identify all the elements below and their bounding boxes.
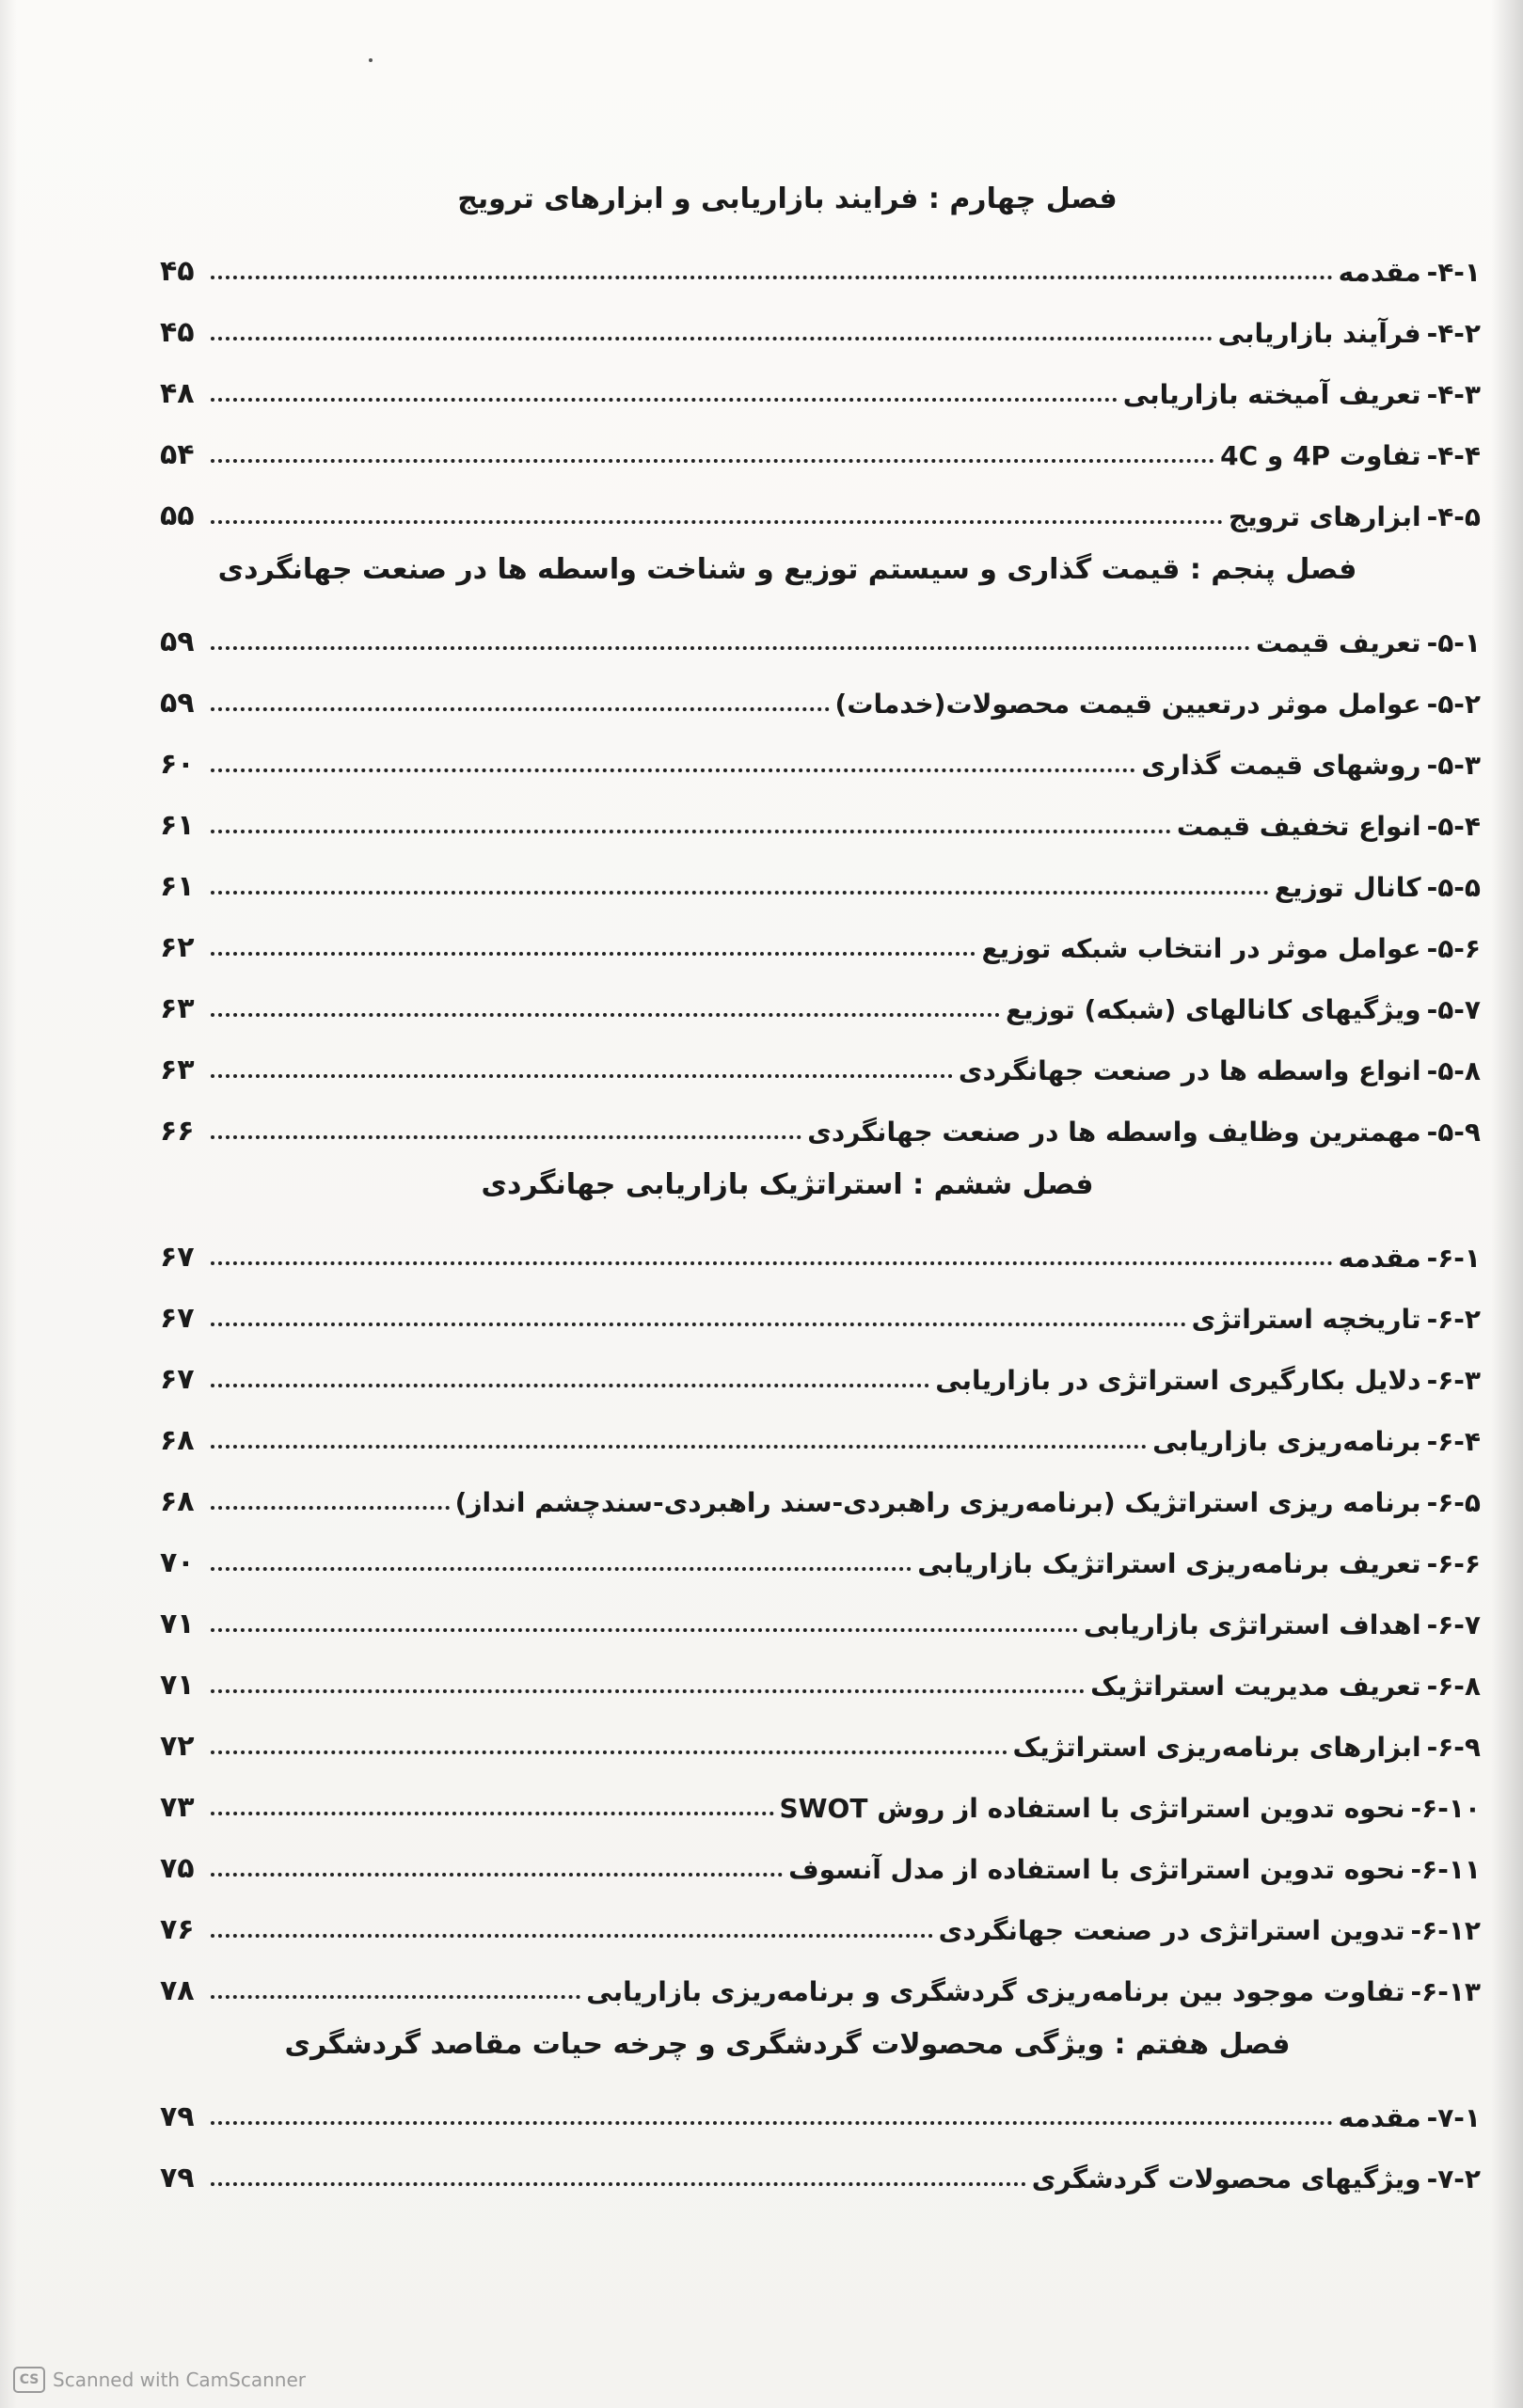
entry-title: مهمترین وظایف واسطه ها در صنعت جهانگردی — [807, 1117, 1421, 1148]
entry-page-number: ۶۷ — [160, 1363, 195, 1396]
toc-entry-6-5 — [160, 1473, 1481, 1518]
entry-number: ۶-۳- — [1426, 1365, 1481, 1396]
entry-number: ۵-۱- — [1426, 627, 1481, 658]
toc-entry-5-9 — [160, 1102, 1481, 1148]
entry-page-number: ۶۰ — [160, 748, 195, 781]
camscanner-logo-icon: CS — [13, 2367, 45, 2393]
entry-number: ۶-۴- — [1426, 1426, 1481, 1457]
dot-leader — [211, 2182, 1026, 2186]
entry-title: ویژگیهای محصولات گردشگری — [1031, 2163, 1421, 2194]
toc-entry-6-13 — [160, 1962, 1481, 2007]
toc-entry-6-12 — [160, 1901, 1481, 1946]
entry-page-number: ۷۱ — [160, 1608, 195, 1640]
entry-title: مقدمه — [1338, 257, 1421, 288]
toc-entry-5-4 — [160, 797, 1481, 842]
toc-entry-5-3 — [160, 736, 1481, 781]
dot-leader — [211, 1261, 1333, 1265]
dot-leader — [211, 1013, 1000, 1017]
entry-title: انواع تخفیف قیمت — [1176, 811, 1421, 842]
chapter-7-heading: فصل هفتم : ویژگی محصولات گردشگری و چرخه حیات مقاصد گردشگری — [284, 2028, 1291, 2061]
entry-page-number: ۷۵ — [160, 1852, 195, 1885]
entry-title: تعریف برنامه‌ریزی استراتژیک بازاریابی — [917, 1548, 1421, 1579]
chapter-5-heading: فصل پنجم : قیمت گذاری و سیستم توزیع و شناخت واسطه ها در صنعت جهانگردی — [217, 553, 1357, 586]
entry-number: ۴-۵- — [1426, 501, 1481, 532]
toc-entry-4-1 — [160, 243, 1481, 288]
dot-leader — [211, 646, 1250, 650]
entry-page-number: ۷۰ — [160, 1546, 195, 1579]
entry-page-number: ۷۳ — [160, 1791, 195, 1824]
entry-title: عوامل موثر درتعیین قیمت محصولات(خدمات) — [834, 689, 1421, 720]
dot-leader — [211, 1934, 933, 1938]
dot-leader — [211, 459, 1214, 463]
entry-number: ۴-۳- — [1426, 379, 1481, 410]
entry-number: ۶-۷- — [1426, 1609, 1481, 1640]
left-page-edge — [0, 0, 17, 2408]
entry-number: ۴-۱- — [1426, 257, 1481, 288]
entry-page-number: ۶۷ — [160, 1302, 195, 1335]
toc-entry-7-1 — [160, 2088, 1481, 2133]
dot-leader — [211, 1384, 929, 1387]
entry-number: ۷-۲- — [1426, 2163, 1481, 2194]
entry-title: مقدمه — [1338, 1243, 1421, 1274]
dot-leader — [211, 1689, 1085, 1693]
dot-leader — [211, 1628, 1078, 1632]
entry-page-number: ۶۷ — [160, 1241, 195, 1274]
entry-page-number: ۴۵ — [160, 255, 195, 288]
entry-page-number: ۶۱ — [160, 809, 195, 842]
entry-title: تاریخچه استراتژی — [1191, 1304, 1421, 1335]
toc-entry-4-4 — [160, 426, 1481, 471]
toc-entry-6-3 — [160, 1351, 1481, 1396]
entry-page-number: ۷۶ — [160, 1913, 195, 1946]
entry-title: برنامه ریزی استراتژیک (برنامه‌ریزی راهبردی-سند راهبردی-سندچشم انداز) — [454, 1487, 1421, 1518]
entry-page-number: ۶۳ — [160, 1054, 195, 1086]
entry-title: تعریف قیمت — [1256, 627, 1421, 658]
entry-page-number: ۶۶ — [160, 1115, 195, 1148]
toc-entry-4-2 — [160, 304, 1481, 349]
dot-leader — [211, 1506, 450, 1510]
entry-page-number: ۷۹ — [160, 2162, 195, 2194]
toc-entry-6-6 — [160, 1534, 1481, 1579]
chapter-6-heading: فصل ششم : استراتژیک بازاریابی جهانگردی — [481, 1168, 1094, 1201]
dot-leader — [211, 1323, 1186, 1326]
entry-title: دلایل بکارگیری استراتژی در بازاریابی — [935, 1365, 1421, 1396]
dot-leader — [211, 768, 1135, 772]
entry-number: ۶-۱۰- — [1410, 1793, 1481, 1824]
entry-number: ۶-۲- — [1426, 1304, 1481, 1335]
toc-entry-7-2 — [160, 2149, 1481, 2194]
entry-page-number: ۷۸ — [160, 1974, 195, 2007]
dot-leader — [211, 1751, 1007, 1754]
entry-title: تفاوت 4P و 4C — [1220, 440, 1421, 471]
dot-leader — [211, 1567, 912, 1571]
toc-entry-4-3 — [160, 365, 1481, 410]
entry-number: ۵-۹- — [1426, 1117, 1481, 1148]
entry-page-number: ۷۹ — [160, 2100, 195, 2133]
watermark-text: Scanned with CamScanner — [53, 2368, 306, 2391]
entry-page-number: ۵۹ — [160, 626, 195, 658]
dot-leader — [211, 952, 976, 956]
entry-number: ۵-۴- — [1426, 811, 1481, 842]
entry-page-number: ۵۹ — [160, 687, 195, 720]
toc-entry-6-2 — [160, 1290, 1481, 1335]
scan-speck — [369, 58, 373, 62]
dot-leader — [211, 337, 1213, 341]
toc-entry-5-5 — [160, 858, 1481, 903]
entry-number: ۵-۲- — [1426, 689, 1481, 720]
entry-title: فرآیند بازاریابی — [1217, 318, 1421, 349]
entry-title: انواع واسطه ها در صنعت جهانگردی — [958, 1055, 1421, 1086]
entry-number: ۶-۱- — [1426, 1243, 1481, 1274]
entry-number: ۶-۱۲- — [1410, 1915, 1481, 1946]
dot-leader — [211, 707, 830, 711]
entry-number: ۶-۱۳- — [1410, 1976, 1481, 2007]
dot-leader — [211, 830, 1171, 833]
toc-entry-6-11 — [160, 1840, 1481, 1885]
toc-entry-5-8 — [160, 1041, 1481, 1086]
entry-page-number: ۴۵ — [160, 316, 195, 349]
entry-number: ۵-۶- — [1426, 933, 1481, 964]
toc-entry-6-4 — [160, 1412, 1481, 1457]
entry-page-number: ۶۸ — [160, 1485, 195, 1518]
entry-page-number: ۵۴ — [160, 438, 195, 471]
toc-entry-6-10 — [160, 1779, 1481, 1824]
toc-entry-4-5 — [160, 487, 1481, 532]
table-of-contents — [160, 171, 1481, 2241]
entry-page-number: ۶۲ — [160, 931, 195, 964]
dot-leader — [211, 1135, 801, 1139]
entry-title: برنامه‌ریزی بازاریابی — [1152, 1426, 1421, 1457]
scanner-watermark — [13, 2367, 306, 2393]
right-page-edge — [1491, 0, 1523, 2408]
entry-page-number: ۵۵ — [160, 499, 195, 532]
entry-number: ۴-۴- — [1426, 440, 1481, 471]
entry-number: ۵-۷- — [1426, 994, 1481, 1025]
toc-entry-5-6 — [160, 919, 1481, 964]
dot-leader — [211, 1445, 1147, 1449]
dot-leader — [211, 891, 1269, 895]
entry-title: تعریف آمیخته بازاریابی — [1122, 379, 1421, 410]
entry-title: اهداف استراتژی بازاریابی — [1083, 1609, 1421, 1640]
entry-title: نحوه تدوین استراتژی با استفاده از روش SWOT — [779, 1793, 1405, 1824]
toc-entry-6-9 — [160, 1718, 1481, 1763]
entry-number: ۵-۵- — [1426, 872, 1481, 903]
dot-leader — [211, 1074, 953, 1078]
entry-number: ۷-۱- — [1426, 2102, 1481, 2133]
entry-title: ویژگیهای کانالهای (شبکه) توزیع — [1005, 994, 1421, 1025]
entry-title: روشهای قیمت گذاری — [1141, 750, 1421, 781]
entry-title: کانال توزیع — [1274, 872, 1421, 903]
entry-title: ابزارهای ترویج — [1228, 501, 1421, 532]
dot-leader — [211, 1995, 580, 1999]
toc-entry-6-1 — [160, 1228, 1481, 1274]
dot-leader — [211, 398, 1118, 402]
entry-page-number: ۶۳ — [160, 992, 195, 1025]
entry-title: نحوه تدوین استراتژی با استفاده از مدل آنسوف — [788, 1854, 1405, 1885]
dot-leader — [211, 2121, 1333, 2125]
entry-number: ۵-۳- — [1426, 750, 1481, 781]
entry-number: ۶-۱۱- — [1410, 1854, 1481, 1885]
chapter-4-heading: فصل چهارم : فرایند بازاریابی و ابزارهای ترویج — [457, 182, 1118, 215]
entry-number: ۶-۸- — [1426, 1671, 1481, 1702]
entry-page-number: ۶۸ — [160, 1424, 195, 1457]
entry-title: تعریف مدیریت استراتژیک — [1090, 1671, 1421, 1702]
entry-title: عوامل موثر در انتخاب شبکه توزیع — [981, 933, 1421, 964]
entry-number: ۴-۲- — [1426, 318, 1481, 349]
entry-page-number: ۶۱ — [160, 870, 195, 903]
toc-entry-5-2 — [160, 674, 1481, 720]
toc-entry-5-1 — [160, 613, 1481, 658]
entry-title: تفاوت موجود بین برنامه‌ریزی گردشگری و برنامه‌ریزی بازاریابی — [586, 1976, 1405, 2007]
entry-number: ۶-۶- — [1426, 1548, 1481, 1579]
toc-entry-5-7 — [160, 980, 1481, 1025]
dot-leader — [211, 1812, 774, 1815]
entry-number: ۶-۵- — [1426, 1487, 1481, 1518]
dot-leader — [211, 276, 1333, 279]
entry-page-number: ۷۱ — [160, 1669, 195, 1702]
entry-page-number: ۴۸ — [160, 377, 195, 410]
dot-leader — [211, 520, 1223, 524]
toc-entry-6-7 — [160, 1595, 1481, 1640]
entry-title: تدوین استراتژی در صنعت جهانگردی — [938, 1915, 1405, 1946]
toc-entry-6-8 — [160, 1656, 1481, 1702]
entry-title: مقدمه — [1338, 2102, 1421, 2133]
entry-number: ۵-۸- — [1426, 1055, 1481, 1086]
entry-page-number: ۷۲ — [160, 1730, 195, 1763]
entry-title: ابزارهای برنامه‌ریزی استراتژیک — [1012, 1732, 1421, 1763]
entry-number: ۶-۹- — [1426, 1732, 1481, 1763]
dot-leader — [211, 1873, 783, 1877]
